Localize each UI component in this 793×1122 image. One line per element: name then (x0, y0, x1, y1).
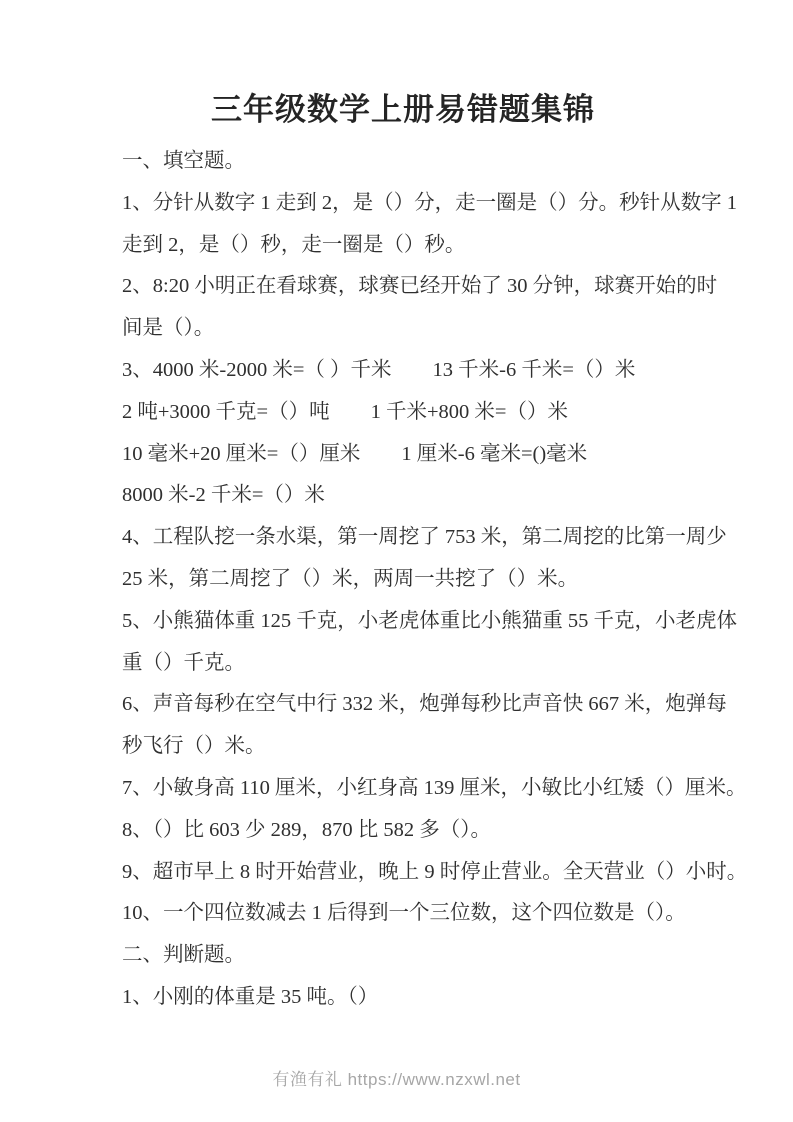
worksheet-line: 间是（）。 (122, 317, 215, 340)
page-title: 三年级数学上册易错题集锦 (211, 92, 595, 127)
worksheet-content (122, 84, 748, 1019)
worksheet-line: 秒飞行（）米。 (122, 735, 266, 758)
worksheet-line: 1、小刚的体重是 35 吨。（） (122, 985, 379, 1008)
worksheet-line: 5、小熊猫体重 125 千克，小老虎体重比小熊猫重 55 千克，小老虎体 (122, 609, 737, 632)
worksheet-line: 3、4000 米-2000 米=（ ）千米 13 千米-6 千米=（）米 (122, 358, 636, 381)
worksheet-line: 2、8:20 小明正在看球赛，球赛已经开始了 30 分钟，球赛开始的时 (122, 275, 718, 298)
worksheet-line: 10、一个四位数减去 1 后得到一个三位数，这个四位数是（）。 (122, 902, 686, 925)
worksheet-line: 6、声音每秒在空气中行 332 米，炮弹每秒比声音快 667 米，炮弹每 (122, 693, 727, 716)
worksheet-line: 走到 2，是（）秒，走一圈是（）秒。 (122, 233, 466, 256)
worksheet-line: 4、工程队挖一条水渠，第一周挖了 753 米，第二周挖的比第一周少 (122, 526, 727, 549)
worksheet-line: 25 米，第二周挖了（）米，两周一共挖了（）米。 (122, 567, 579, 590)
worksheet-line: 重（）千克。 (122, 651, 245, 674)
section1-heading: 一、填空题。 (122, 150, 245, 172)
worksheet-line: 7、小敏身高 110 厘米，小红身高 139 厘米，小敏比小红矮（）厘米。 (122, 776, 747, 799)
worksheet-line: 1、分针从数字 1 走到 2，是（）分，走一圈是（）分。秒针从数字 1 (122, 191, 737, 214)
worksheet-line: 9、超市早上 8 时开始营业，晚上 9 时停止营业。全天营业（）小时。 (122, 860, 748, 883)
worksheet-line: 2 吨+3000 千克=（）吨 1 千米+800 米=（）米 (122, 400, 568, 423)
footer-watermark: 有渔有礼 https://www.nzxwl.net (272, 1070, 521, 1089)
worksheet-line: 8000 米-2 千米=（）米 (122, 484, 325, 507)
worksheet-line: 10 毫米+20 厘米=（）厘米 1 厘米-6 毫米=()毫米 (122, 442, 588, 465)
section2-heading: 二、判断题。 (122, 944, 245, 967)
worksheet-line: 8、（）比 603 少 289，870 比 582 多（）。 (122, 818, 491, 841)
